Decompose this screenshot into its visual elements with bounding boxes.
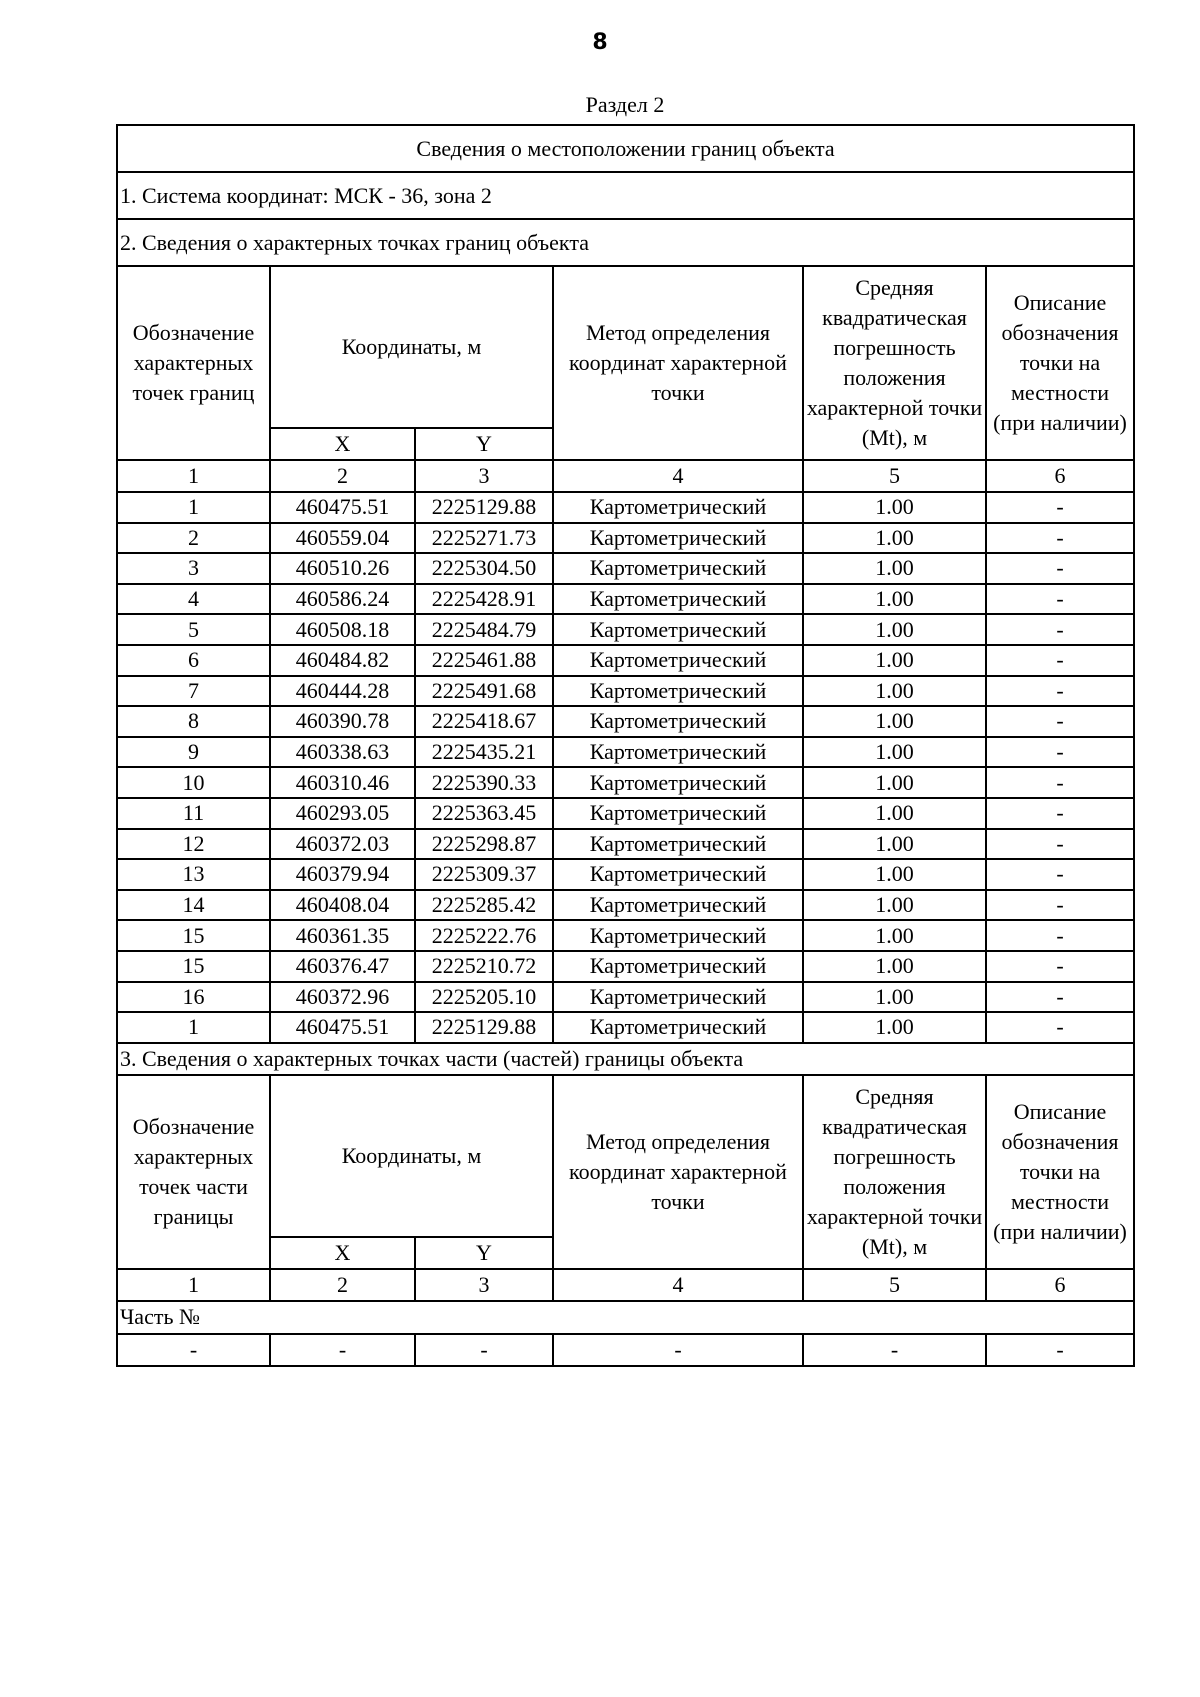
col-number: 3 xyxy=(415,460,553,492)
coord-y-cell: 2225363.45 xyxy=(415,798,553,829)
col-number: 2 xyxy=(270,1269,415,1301)
error-cell: 1.00 xyxy=(803,553,986,584)
point-id-cell: 14 xyxy=(117,890,270,921)
coord-x-cell: 460508.18 xyxy=(270,614,415,645)
coord-x-cell: 460586.24 xyxy=(270,584,415,615)
error-cell: 1.00 xyxy=(803,737,986,768)
coord-y-cell: 2225435.21 xyxy=(415,737,553,768)
table-row xyxy=(117,951,1134,982)
method-cell: Картометрический xyxy=(553,951,803,982)
error-cell: 1.00 xyxy=(803,614,986,645)
method-cell: Картометрический xyxy=(553,859,803,890)
coord-x-cell: 460376.47 xyxy=(270,951,415,982)
s3-empty-row xyxy=(117,1334,1134,1366)
coord-y-cell: 2225418.67 xyxy=(415,706,553,737)
point-id-cell: 9 xyxy=(117,737,270,768)
point-id-cell: 16 xyxy=(117,982,270,1013)
coord-y-cell: 2225210.72 xyxy=(415,951,553,982)
method-cell: Картометрический xyxy=(553,890,803,921)
empty-cell: - xyxy=(986,1334,1134,1366)
error-cell: 1.00 xyxy=(803,492,986,523)
error-cell: 1.00 xyxy=(803,982,986,1013)
method-cell: Картометрический xyxy=(553,798,803,829)
col-number: 6 xyxy=(986,460,1134,492)
error-cell: 1.00 xyxy=(803,584,986,615)
col-number: 1 xyxy=(117,1269,270,1301)
description-cell: - xyxy=(986,859,1134,890)
s3-header-point: Обозначение характерных точек части границы xyxy=(117,1075,270,1269)
page-number: 8 xyxy=(592,30,608,55)
description-cell: - xyxy=(986,737,1134,768)
col-number: 5 xyxy=(803,1269,986,1301)
error-cell: 1.00 xyxy=(803,676,986,707)
method-cell: Картометрический xyxy=(553,706,803,737)
s2-header-x: X xyxy=(270,428,415,460)
table-row xyxy=(117,859,1134,890)
coord-y-cell: 2225298.87 xyxy=(415,829,553,860)
coord-x-cell: 460293.05 xyxy=(270,798,415,829)
section3-title: 3. Сведения о характерных точках части (частей) границы объекта xyxy=(117,1043,1134,1075)
description-cell: - xyxy=(986,890,1134,921)
table-row xyxy=(117,553,1134,584)
empty-cell: - xyxy=(117,1334,270,1366)
table-row xyxy=(117,798,1134,829)
error-cell: 1.00 xyxy=(803,523,986,554)
col-number: 4 xyxy=(553,460,803,492)
coord-x-cell: 460484.82 xyxy=(270,645,415,676)
error-cell: 1.00 xyxy=(803,859,986,890)
coord-y-cell: 2225390.33 xyxy=(415,767,553,798)
s2-header-error: Средняя квадратическая погрешность положения характерной точки (Mt), м xyxy=(803,266,986,460)
coord-x-cell: 460475.51 xyxy=(270,492,415,523)
error-cell: 1.00 xyxy=(803,706,986,737)
s3-header-error: Средняя квадратическая погрешность положения характерной точки (Mt), м xyxy=(803,1075,986,1269)
coord-y-cell: 2225129.88 xyxy=(415,492,553,523)
description-cell: - xyxy=(986,584,1134,615)
table-row xyxy=(117,767,1134,798)
description-cell: - xyxy=(986,798,1134,829)
method-cell: Картометрический xyxy=(553,492,803,523)
method-cell: Картометрический xyxy=(553,676,803,707)
coord-x-cell: 460338.63 xyxy=(270,737,415,768)
coord-y-cell: 2225271.73 xyxy=(415,523,553,554)
table-row xyxy=(117,706,1134,737)
coord-x-cell: 460310.46 xyxy=(270,767,415,798)
point-id-cell: 8 xyxy=(117,706,270,737)
coord-x-cell: 460444.28 xyxy=(270,676,415,707)
description-cell: - xyxy=(986,492,1134,523)
s3-header-desc: Описание обозначения точки на местности (при наличии) xyxy=(986,1075,1134,1269)
coord-y-cell: 2225309.37 xyxy=(415,859,553,890)
point-id-cell: 2 xyxy=(117,523,270,554)
coord-x-cell: 460510.26 xyxy=(270,553,415,584)
error-cell: 1.00 xyxy=(803,890,986,921)
point-id-cell: 13 xyxy=(117,859,270,890)
table-row xyxy=(117,584,1134,615)
table-row xyxy=(117,829,1134,860)
empty-cell: - xyxy=(803,1334,986,1366)
method-cell: Картометрический xyxy=(553,920,803,951)
point-id-cell: 4 xyxy=(117,584,270,615)
s3-column-numbers xyxy=(117,1269,1134,1301)
error-cell: 1.00 xyxy=(803,767,986,798)
error-cell: 1.00 xyxy=(803,798,986,829)
error-cell: 1.00 xyxy=(803,645,986,676)
point-id-cell: 12 xyxy=(117,829,270,860)
table-row xyxy=(117,982,1134,1013)
method-cell: Картометрический xyxy=(553,737,803,768)
col-number: 4 xyxy=(553,1269,803,1301)
method-cell: Картометрический xyxy=(553,645,803,676)
point-id-cell: 1 xyxy=(117,492,270,523)
empty-cell: - xyxy=(415,1334,553,1366)
point-id-cell: 1 xyxy=(117,1012,270,1043)
description-cell: - xyxy=(986,614,1134,645)
description-cell: - xyxy=(986,523,1134,554)
coord-y-cell: 2225461.88 xyxy=(415,645,553,676)
boundary-table xyxy=(116,124,1135,1367)
table-title: Сведения о местоположении границ объекта xyxy=(117,125,1134,172)
coord-y-cell: 2225428.91 xyxy=(415,584,553,615)
coord-x-cell: 460361.35 xyxy=(270,920,415,951)
description-cell: - xyxy=(986,706,1134,737)
table-row xyxy=(117,920,1134,951)
table-row xyxy=(117,523,1134,554)
coord-y-cell: 2225285.42 xyxy=(415,890,553,921)
coord-x-cell: 460390.78 xyxy=(270,706,415,737)
method-cell: Картометрический xyxy=(553,614,803,645)
description-cell: - xyxy=(986,645,1134,676)
point-id-cell: 15 xyxy=(117,951,270,982)
coord-x-cell: 460372.96 xyxy=(270,982,415,1013)
section2-title: 2. Сведения о характерных точках границ объекта xyxy=(117,219,1134,266)
description-cell: - xyxy=(986,553,1134,584)
coord-y-cell: 2225491.68 xyxy=(415,676,553,707)
point-id-cell: 11 xyxy=(117,798,270,829)
table-row xyxy=(117,492,1134,523)
s3-header-coords: Координаты, м xyxy=(270,1075,553,1237)
method-cell: Картометрический xyxy=(553,982,803,1013)
col-number: 2 xyxy=(270,460,415,492)
description-cell: - xyxy=(986,951,1134,982)
error-cell: 1.00 xyxy=(803,829,986,860)
coord-y-cell: 2225484.79 xyxy=(415,614,553,645)
s3-header-x: X xyxy=(270,1237,415,1269)
method-cell: Картометрический xyxy=(553,584,803,615)
coord-y-cell: 2225304.50 xyxy=(415,553,553,584)
point-id-cell: 5 xyxy=(117,614,270,645)
table-row xyxy=(117,1012,1134,1043)
s2-header-point: Обозначение характерных точек границ xyxy=(117,266,270,460)
description-cell: - xyxy=(986,982,1134,1013)
point-id-cell: 10 xyxy=(117,767,270,798)
part-label: Часть № xyxy=(117,1301,1134,1334)
point-id-cell: 6 xyxy=(117,645,270,676)
point-id-cell: 3 xyxy=(117,553,270,584)
s2-header-desc: Описание обозначения точки на местности (при наличии) xyxy=(986,266,1134,460)
description-cell: - xyxy=(986,829,1134,860)
coord-y-cell: 2225222.76 xyxy=(415,920,553,951)
table-row xyxy=(117,645,1134,676)
coord-x-cell: 460408.04 xyxy=(270,890,415,921)
coord-x-cell: 460379.94 xyxy=(270,859,415,890)
col-number: 1 xyxy=(117,460,270,492)
method-cell: Картометрический xyxy=(553,1012,803,1043)
method-cell: Картометрический xyxy=(553,553,803,584)
table-row xyxy=(117,614,1134,645)
s2-header-coords: Координаты, м xyxy=(270,266,553,428)
table-row xyxy=(117,676,1134,707)
coord-y-cell: 2225129.88 xyxy=(415,1012,553,1043)
table-row xyxy=(117,890,1134,921)
coord-x-cell: 460475.51 xyxy=(270,1012,415,1043)
col-number: 3 xyxy=(415,1269,553,1301)
section-title: Раздел 2 xyxy=(585,92,665,117)
coord-x-cell: 460372.03 xyxy=(270,829,415,860)
s2-header-y: Y xyxy=(415,428,553,460)
error-cell: 1.00 xyxy=(803,951,986,982)
s3-header-y: Y xyxy=(415,1237,553,1269)
s2-header-method: Метод определения координат характерной точки xyxy=(553,266,803,460)
empty-cell: - xyxy=(270,1334,415,1366)
description-cell: - xyxy=(986,676,1134,707)
coord-x-cell: 460559.04 xyxy=(270,523,415,554)
coordinate-system: 1. Система координат: МСК - 36, зона 2 xyxy=(117,172,1134,219)
method-cell: Картометрический xyxy=(553,523,803,554)
method-cell: Картометрический xyxy=(553,767,803,798)
error-cell: 1.00 xyxy=(803,920,986,951)
method-cell: Картометрический xyxy=(553,829,803,860)
description-cell: - xyxy=(986,1012,1134,1043)
s2-column-numbers xyxy=(117,460,1134,492)
description-cell: - xyxy=(986,767,1134,798)
point-id-cell: 15 xyxy=(117,920,270,951)
s3-header-method: Метод определения координат характерной точки xyxy=(553,1075,803,1269)
col-number: 6 xyxy=(986,1269,1134,1301)
point-id-cell: 7 xyxy=(117,676,270,707)
empty-cell: - xyxy=(553,1334,803,1366)
coord-y-cell: 2225205.10 xyxy=(415,982,553,1013)
col-number: 5 xyxy=(803,460,986,492)
description-cell: - xyxy=(986,920,1134,951)
error-cell: 1.00 xyxy=(803,1012,986,1043)
table-row xyxy=(117,737,1134,768)
